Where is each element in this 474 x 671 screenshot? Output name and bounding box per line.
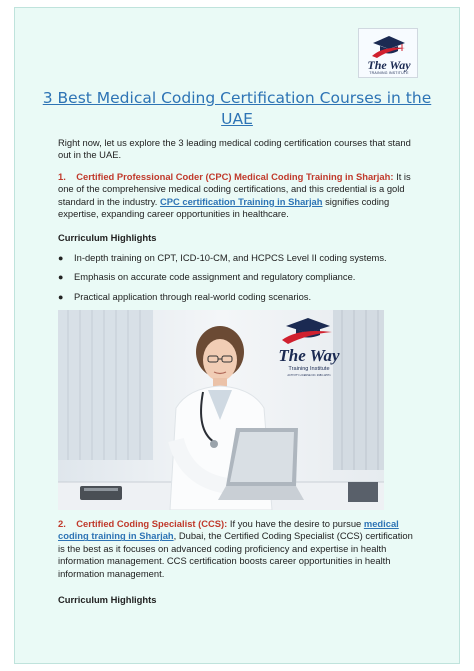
section-1-heading: Certified Professional Coder (CPC) Medical Coding Training in Sharjah:	[76, 171, 394, 182]
section-2-text-b: , Dubai, the Certified Coding Specialist (CCS) certification is the best as it focuses on advanced coding proficiency and expertise in health information management. CCS certification boosts career opportunities in health information management.	[58, 530, 413, 579]
bullet-icon: ●	[58, 292, 64, 302]
page-title: 3 Best Medical Coding Certification Courses in the UAE	[42, 89, 432, 128]
section-1-number: 1.	[58, 171, 66, 182]
photo-logo-subtitle: Training Institute	[288, 366, 330, 372]
bullet-icon: ●	[58, 272, 64, 282]
institute-logo	[358, 28, 418, 78]
curriculum-1-heading: Curriculum Highlights	[58, 232, 157, 243]
section-1-text-a: It is one of the comprehensive medical coding certifications, and this credential is a gold standard in the industry.	[58, 171, 411, 207]
graduation-cap-icon	[371, 34, 407, 60]
photo-logo-name: The Way	[278, 346, 340, 365]
section-2-paragraph	[58, 518, 420, 580]
woman-at-laptop-illustration	[58, 310, 384, 510]
section-1-paragraph	[58, 171, 420, 221]
medical-coding-training-link[interactable]: medical coding training in Sharjah	[58, 518, 399, 542]
list-item-text: In-depth training on CPT, ICD-10-CM, and HCPCS Level II coding systems.	[74, 252, 387, 263]
section-2-number: 2.	[58, 518, 66, 529]
logo-subtitle: TRAINING INSTITUTE	[369, 71, 409, 75]
photo-logo-license: ACTIVITY LICENSE NO. 2983-12571	[287, 374, 331, 377]
curriculum-2-heading: Curriculum Highlights	[58, 594, 157, 605]
cpc-training-link[interactable]: CPC certification Training in Sharjah	[159, 195, 323, 207]
office-photo	[58, 310, 384, 510]
bullet-icon: ●	[58, 253, 64, 263]
section-2-heading: Certified Coding Specialist (CCS):	[76, 518, 228, 529]
section-2-text-a: If you have the desire to pursue	[227, 518, 364, 529]
list-item-text: Practical application through real-world coding scenarios.	[74, 291, 312, 302]
intro-paragraph: Right now, let us explore the 3 leading medical coding certification courses that stand out in the UAE.	[58, 137, 411, 161]
section-1-text-b: signifies coding expertise, expanding career opportunities in healthcare.	[58, 195, 390, 220]
logo-name: The Way	[367, 58, 411, 72]
list-item-text: Emphasis on accurate code assignment and regulatory compliance.	[74, 271, 356, 282]
